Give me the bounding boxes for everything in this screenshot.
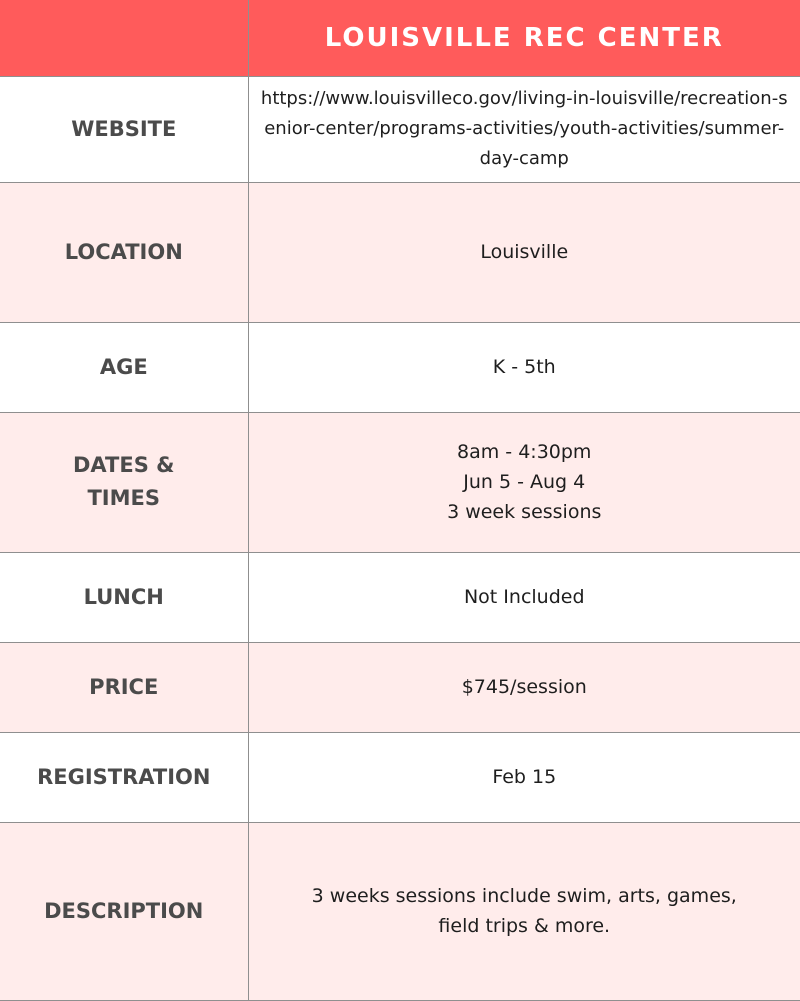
lunch-label: LUNCH bbox=[83, 584, 164, 609]
hours-value: 8am - 4:30pm bbox=[457, 441, 592, 463]
dates-times-label-line-1: DATES & bbox=[73, 453, 175, 477]
lunch-value: Not Included bbox=[463, 586, 585, 608]
age-label: AGE bbox=[99, 354, 148, 379]
location-row bbox=[0, 182, 800, 322]
price-label: PRICE bbox=[89, 674, 159, 699]
age-row bbox=[0, 322, 800, 412]
session-length-value: 3 week sessions bbox=[447, 501, 602, 523]
description-row bbox=[0, 822, 800, 1000]
description-label: DESCRIPTION bbox=[44, 898, 204, 923]
page-title: LOUISVILLE REC CENTER bbox=[324, 22, 724, 53]
location-label: LOCATION bbox=[64, 239, 183, 264]
header-row bbox=[0, 0, 800, 76]
registration-row bbox=[0, 732, 800, 822]
header-empty-cell bbox=[0, 0, 248, 76]
registration-label: REGISTRATION bbox=[37, 764, 211, 789]
header-title-cell bbox=[248, 0, 800, 76]
price-row bbox=[0, 642, 800, 732]
website-row bbox=[0, 76, 800, 182]
dates-times-row bbox=[0, 412, 800, 552]
description-line-1: 3 weeks sessions include swim, arts, games, bbox=[311, 885, 737, 907]
age-value: K - 5th bbox=[492, 356, 556, 378]
description-line-2: field trips & more. bbox=[438, 915, 611, 937]
dates-times-label-line-2: TIMES bbox=[87, 486, 160, 510]
registration-value: Feb 15 bbox=[492, 766, 557, 788]
website-label: WEBSITE bbox=[71, 116, 177, 141]
price-value: $745/session bbox=[461, 676, 587, 698]
website-link[interactable]: https://www.louisvilleco.gov/living-in-louisville/recreation-senior-center/programs-activities/youth-activities/summer-day-camp bbox=[260, 88, 788, 169]
date-range-value: Jun 5 - Aug 4 bbox=[463, 471, 586, 493]
location-value: Louisville bbox=[480, 241, 569, 263]
lunch-row bbox=[0, 552, 800, 642]
